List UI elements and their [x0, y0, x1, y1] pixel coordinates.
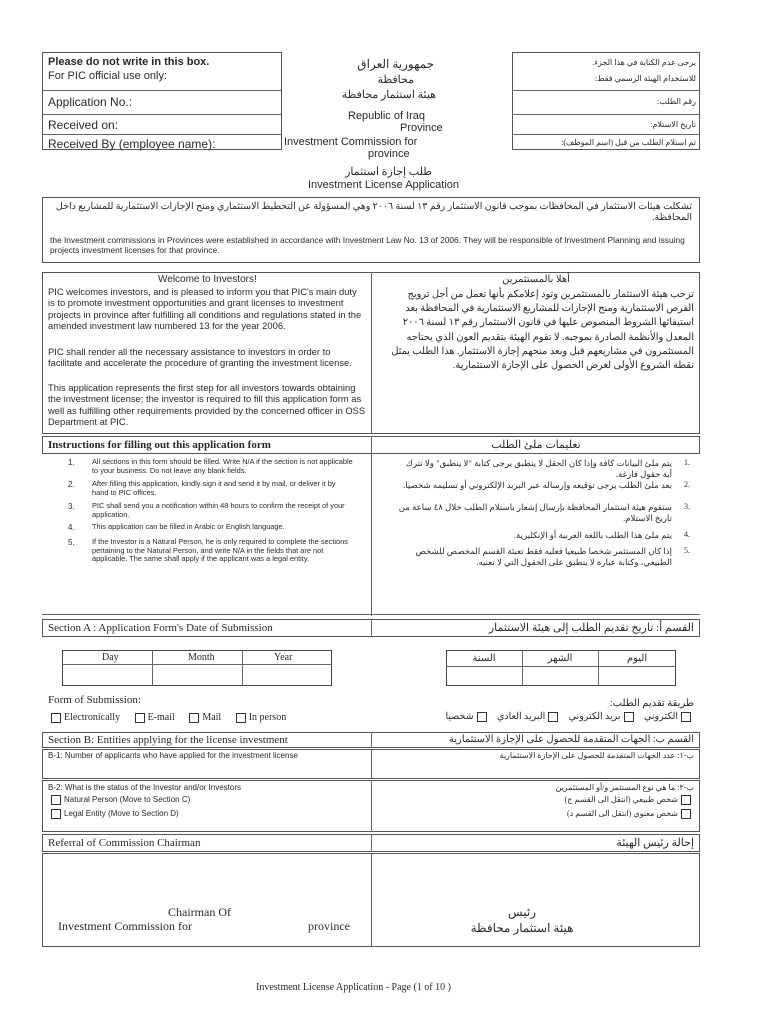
opt-in-person: In person	[248, 712, 287, 723]
b1-label-ar: ب-١: عدد الجهات المتقدمة للحصول على الإجازة الاستثمارية	[499, 751, 694, 760]
en-title-line-2: Province	[400, 122, 443, 134]
b2-opt-legal-ar	[378, 809, 694, 819]
ar-office-line-3: رقم الطلب:	[657, 97, 696, 106]
instruction-item-ar: إذا كان المستثمر شخصا طبيعيا فعليه فقط تعبئة القسم المخصص للشخص الطبيعي، وكتابة عبارة لا ينطبق على الحقول التي لا تعنيه.	[415, 546, 672, 568]
instruction-number-ar: 1.	[684, 458, 690, 467]
intro-ar: تشكلت هيئات الاستثمار في المحافظات بموجب قانون الاستثمار رقم ١٣ لسنة ٢٠٠٦ وهي المسؤولة عن التخطيط الاستثماري ومنح الإجازات الاستثمارية للمشاريع داخل المحافظة.	[55, 202, 692, 224]
instruction-number-ar: 3.	[684, 502, 690, 511]
instruction-number-en: 3.	[68, 502, 75, 511]
welcome-title-ar: أهلا بالمستثمرين	[502, 274, 570, 285]
welcome-text-en-3: This application represents the first step for all investors towards obtaining the investment license; the investor is required to fill this application form as well as fulfilling other requirements provided by the concerned officer in OSS Department at PIC.	[48, 382, 366, 427]
ar-office-line-2: للاستخدام الهيئة الرسمي فقط:	[594, 74, 696, 83]
legal-entity-label: Legal Entity (Move to Section D)	[64, 809, 179, 819]
instruction-item-ar: بعد ملئ الطلب يرجى توقيعه وإرساله عبر البريد الإلكتروني أو تسليمه شخصيا.	[403, 480, 672, 490]
date-label-month-ar: الشهر	[547, 653, 573, 664]
submission-options-en	[48, 712, 286, 724]
application-no-label: Application No.:	[48, 95, 133, 109]
mail-checkbox[interactable]	[189, 713, 199, 723]
ar-natural-checkbox[interactable]	[681, 795, 691, 805]
instructions-list-ar	[378, 458, 694, 608]
chairman-commission-en: Investment Commission for	[58, 919, 192, 933]
instruction-number-ar: 4.	[684, 530, 690, 539]
date-label-year: Year	[274, 652, 293, 663]
email-checkbox[interactable]	[135, 713, 145, 723]
page-footer: Investment License Application - Page (1 of 10 )	[256, 982, 451, 993]
ar-form-title: طلب إجازة استثمار	[345, 166, 432, 178]
section-b-title-ar: القسم ب: الجهات المتقدمة للحصول على الإجازة الاستثمارية	[448, 734, 694, 745]
opt-email: E-mail	[147, 712, 175, 723]
ar-office-line-4: تاريخ الاستلام:	[650, 120, 696, 129]
instruction-item-en: PIC shall send you a notification within 48 hours to confirm the receipt of your application.	[92, 501, 345, 519]
instructions-title-en: Instructions for filling out this application form	[48, 439, 271, 451]
electronically-checkbox[interactable]	[51, 713, 61, 723]
date-day-field[interactable]	[63, 665, 151, 685]
ar-mail-checkbox[interactable]	[548, 712, 558, 722]
b2-label-ar: ب-٢: ما هي نوع المستثمر و/أو المستثمرين	[555, 783, 694, 792]
b1-label-en: B-1: Number of applicants who have applied for the investment license	[48, 751, 298, 760]
opt-ar-mail: البريد العادي	[496, 712, 546, 723]
instruction-number-en: 1.	[68, 458, 75, 467]
ar-title-line-2: محافظة	[377, 74, 414, 86]
legal-entity-checkbox[interactable]	[51, 809, 61, 819]
natural-person-label: Natural Person (Move to Section C)	[64, 795, 191, 805]
welcome-text-en-1: PIC welcomes investors, and is pleased to inform you that PIC's main duty is to promote investment opportunities and grant licenses to investment projects in province after fulfilling all conditions and regulations stated in the amended investment law numbered 13 for the year 2006.	[48, 286, 362, 331]
opt-ar-electronic: الكتروني	[643, 712, 678, 723]
en-form-title: Investment License Application	[308, 179, 460, 191]
section-b-title-en: Section B: Entities applying for the license investment	[48, 734, 288, 746]
en-title-line-4: province	[368, 148, 410, 160]
section-a-title-en: Section A : Application Form's Date of Submission	[48, 622, 273, 634]
received-by-label: Received By (employee name):	[48, 137, 216, 151]
chairman-province-en: province	[308, 919, 350, 933]
instruction-number-en: 2.	[68, 480, 75, 489]
office-use-line-1: Please do not write in this box.	[48, 56, 210, 68]
instruction-number-ar: 2.	[684, 480, 690, 489]
b2-opt-legal-en	[48, 809, 179, 819]
date-label-day: Day	[102, 652, 119, 663]
referral-title-ar: إحالة رئيس الهيئة	[616, 837, 694, 849]
natural-person-checkbox[interactable]	[51, 795, 61, 805]
b2-opt-natural-ar	[378, 795, 694, 805]
ar-natural-label: شخص طبيعي (انتقل الى القسم ج)	[564, 795, 678, 804]
welcome-title-en: Welcome to Investors!	[158, 274, 257, 285]
received-on-label: Received on:	[48, 118, 119, 132]
welcome-text-ar: ترحب هيئة الاستثمار بالمستثمرين وتود إعلامكم بأنها تعمل من أجل ترويج الفرص الاستثمارية ومنح الإجازات للمشاريع الاستثمارية في المحافظة بعد استيفائها الشروط المنصوص عليها في قانون الاستثمار رقم ١٣ لسنة ٢٠٠٦ المعدل والأنظمة الصادرة بموجبه. لا تقوم الهيئة بتقديم العون الذي يحتاجه المستثمرون في مشاريعهم قبل وبعد منحهم إجازة الاستثمار. هذا الطلب يمثل نقطة الشروع الأولى لغرض الحصول على الإجازة الاستثمارية.	[391, 289, 694, 372]
instruction-item-ar: يتم ملئ هذا الطلب باللغة العربية أو الإنكليزية.	[513, 530, 672, 540]
instruction-item-ar: يتم ملئ البيانات كافة وإذا كان الحقل لا ينطبق يرجى كتابة "لا ينطبق" ولا تترك أية حقول فارغة.	[405, 458, 672, 480]
ar-person-checkbox[interactable]	[477, 712, 487, 722]
opt-ar-person: شخصيا	[445, 712, 474, 723]
instruction-item-en: This application can be filled in Arabic or English language.	[92, 522, 285, 531]
chairman-of-en: Chairman Of	[168, 905, 231, 919]
ar-legal-label: شخص معنوي (انتقل الى القسم د)	[567, 809, 678, 818]
submission-options-ar	[402, 712, 694, 723]
in-person-checkbox[interactable]	[236, 713, 246, 723]
date-label-day-ar: اليوم	[626, 653, 648, 664]
ar-title-line-1: جمهورية العراق	[357, 57, 434, 71]
b2-label-en: B-2: What is the status of the Investor and/or Investors	[48, 783, 241, 792]
ar-office-line-1: يرجى عدم الكتابة في هذا الجزء.	[592, 58, 696, 67]
b1-count-field[interactable]	[48, 763, 364, 777]
referral-notes-area[interactable]	[44, 855, 698, 903]
en-title-line-3: Investment Commission for	[284, 136, 418, 148]
welcome-text-en-2: PIC shall render all the necessary assistance to investors in order to facilitate and accelerate the procedure of granting the investment license.	[48, 346, 352, 369]
ar-title-line-3: هيئة استثمار محافظة	[341, 89, 436, 101]
section-a-title-ar: القسم أ: تاريخ تقديم الطلب إلى هيئة الاستثمار	[488, 622, 694, 634]
date-label-month: Month	[188, 652, 215, 663]
intro-en: the Investment commissions in Provinces were established in accordance with Investment Law No. 13 of 2006. They will be responsible of Investment Planning and issuing projects investment licenses for that province.	[50, 235, 685, 256]
date-year-field[interactable]	[243, 665, 331, 685]
opt-ar-email: بريد الكتروني	[568, 712, 621, 723]
instruction-item-en: If the Investor is a Natural Person, he is only required to complete the sections pertaining to the Natural Person, and write N/A in the fields that are not applicable. The same shall apply if the applicant was a legal entity.	[92, 537, 348, 564]
chairman-ar-1: رئيس	[507, 905, 537, 919]
ar-electronic-checkbox[interactable]	[681, 712, 691, 722]
instruction-number-ar: 5.	[684, 546, 690, 555]
opt-electronically: Electronically	[64, 712, 121, 723]
instructions-list-en	[48, 458, 366, 608]
instruction-number-en: 5.	[68, 538, 75, 547]
ar-legal-checkbox[interactable]	[681, 809, 691, 819]
form-of-submission-ar: طريقة تقديم الطلب:	[609, 698, 694, 709]
office-use-line-2: For PIC official use only:	[48, 70, 168, 82]
application-page	[42, 52, 700, 952]
date-label-year-ar: السنة	[472, 653, 496, 664]
instruction-item-ar: ستقوم هيئة استثمار المحافظة بإرسال إشعار باستلام الطلب خلال ٤٨ ساعة من تاريخ الاستلام.	[398, 502, 672, 524]
chairman-ar-2: هيئة استثمار محافظة	[470, 921, 574, 935]
ar-email-checkbox[interactable]	[624, 712, 634, 722]
form-of-submission-en: Form of Submission:	[48, 694, 141, 706]
opt-mail: Mail	[202, 712, 222, 723]
instructions-title-ar: تعليمات ملئ الطلب	[491, 439, 581, 451]
en-title-line-1: Republic of Iraq	[348, 110, 426, 122]
referral-title-en: Referral of Commission Chairman	[48, 837, 201, 849]
instruction-number-en: 4.	[68, 523, 75, 532]
date-month-field[interactable]	[153, 665, 241, 685]
ar-office-line-5: تم استلام الطلب من قبل (اسم الموظف):	[561, 138, 696, 147]
instruction-item-en: All sections in this form should be filled. Write N/A if the section is not applicable to your business. Do not leave any blank fields.	[92, 457, 353, 475]
instruction-item-en: After filling this application, kindly sign it and send it by mail, or deliver it by hand to PIC offices.	[92, 479, 336, 497]
b2-opt-natural-en	[48, 795, 190, 805]
